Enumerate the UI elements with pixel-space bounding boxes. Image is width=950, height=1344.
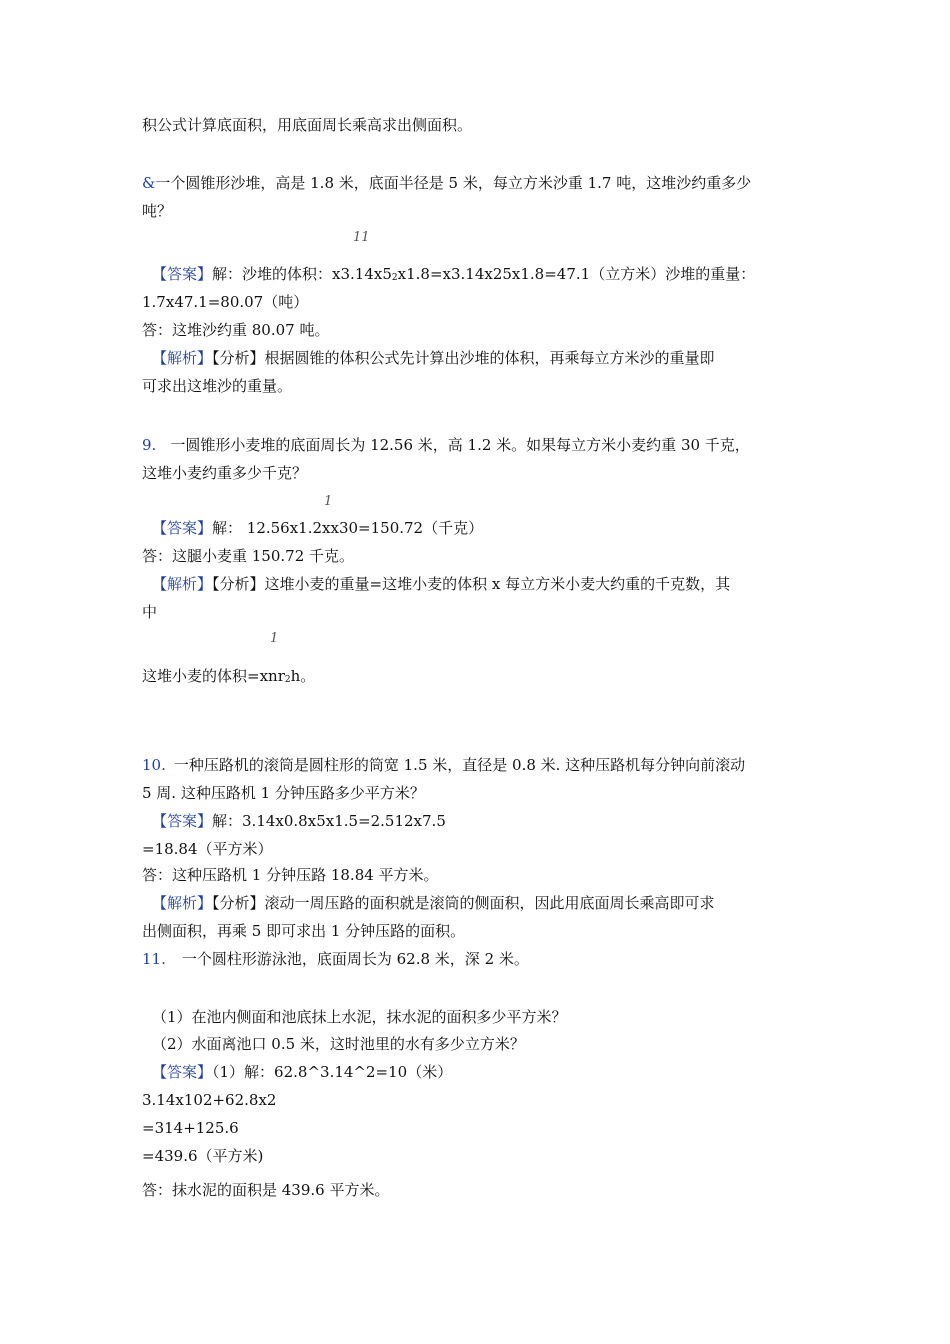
analysis-text: 这堆小麦的体积=xnr <box>142 667 285 685</box>
answer-text: 答：抹水泥的面积是 439.6 平方米。 <box>142 1181 390 1199</box>
analysis-9 <box>152 573 730 595</box>
analysis-10 <box>152 892 715 914</box>
question-10-cont <box>142 782 425 804</box>
answer-text: 解：沙堆的体积：x3.14x5 <box>212 265 392 283</box>
answer-8-line3 <box>142 319 329 341</box>
answer-10-line3 <box>142 864 439 886</box>
fraction-fragment: 11 <box>353 230 370 245</box>
question-number: 9. <box>142 436 157 454</box>
answer-tag: 【答案】 <box>152 265 213 283</box>
analysis-8 <box>152 347 715 369</box>
answer-11-line3 <box>142 1117 239 1139</box>
question-8 <box>142 172 751 194</box>
question-10 <box>142 754 745 776</box>
fraction-fragment: 1 <box>270 631 279 646</box>
answer-8 <box>152 263 755 289</box>
analysis-9-cont <box>142 601 157 623</box>
analysis-text: 【分析】这堆小麦的重量=这堆小麦的体积 x 每立方米小麦大约重的千克数，其 <box>212 575 731 593</box>
analysis-8-cont <box>142 375 292 397</box>
answer-text: 解：3.14x0.8x5x1.5=2.512x7.5 <box>212 812 446 830</box>
analysis-tag: 【解析】 <box>152 349 213 367</box>
text: 积公式计算底面积，用底面周长乘高求出侧面积。 <box>142 116 473 134</box>
analysis-tag: 【解析】 <box>152 575 213 593</box>
answer-9-line2 <box>142 545 354 567</box>
answer-11-line5 <box>142 1179 389 1201</box>
fraction-fragment: 1 <box>324 494 333 509</box>
question-text: 吨？ <box>142 202 173 220</box>
question-text: （1）在池内侧面和池底抹上水泥，抹水泥的面积多少平方米？ <box>152 1008 567 1026</box>
answer-text: （1）解：62.8^3.14^2=10（米） <box>212 1063 453 1081</box>
question-11-part2 <box>152 1033 525 1055</box>
answer-text: 答：这种压路机 1 分钟压路 18.84 平方米。 <box>142 866 439 884</box>
answer-tag: 【答案】 <box>152 1063 213 1081</box>
answer-10-line2 <box>142 838 273 860</box>
answer-tag: 【答案】 <box>152 812 213 830</box>
answer-8-line2 <box>142 291 308 313</box>
analysis-text: 出侧面积，再乘 5 即可求出 1 分钟压路的面积。 <box>142 922 466 940</box>
answer-text: 3.14x102+62.8x2 <box>142 1091 277 1109</box>
question-text: 这堆小麦约重多少千克？ <box>142 464 308 482</box>
question-11-part1 <box>152 1006 567 1028</box>
analysis-9-formula <box>142 665 315 691</box>
question-number: & <box>142 174 156 192</box>
analysis-text: 【分析】根据圆锥的体积公式先计算出沙堆的体积，再乘每立方米沙的重量即 <box>212 349 715 367</box>
question-text: 一圆锥形小麦堆的底面周长为 12.56 米，高 1.2 米。如果每立方米小麦约重 30 千克， <box>170 436 750 454</box>
answer-11-line2 <box>142 1089 276 1111</box>
question-9-cont <box>142 462 307 484</box>
question-number: 11. <box>142 950 166 968</box>
answer-text: 答：这腿小麦重 150.72 千克。 <box>142 547 355 565</box>
answer-text: 1.7x47.1=80.07（吨） <box>142 293 309 311</box>
question-text: 一个圆柱形游泳池，底面周长为 62.8 米，深 2 米。 <box>181 950 529 968</box>
analysis-text: 中 <box>142 603 158 621</box>
paragraph-continuation <box>142 114 472 136</box>
question-text: 一种压路机的滚筒是圆柱形的筒宽 1.5 米，直径是 0.8 米. 这种压路机每分钟向前滚动 <box>173 756 746 774</box>
answer-text: x1.8=x3.14x25x1.8=47.1（立方米）沙堆的重量： <box>397 265 756 283</box>
answer-text: =439.6（平方米) <box>142 1147 264 1165</box>
subscript: 2 <box>284 675 291 685</box>
analysis-10-cont <box>142 920 465 942</box>
analysis-text: 【分析】滚动一周压路的面积就是滚筒的侧面积，因此用底面周长乘高即可求 <box>212 894 715 912</box>
answer-10 <box>152 810 446 832</box>
question-11 <box>142 948 529 970</box>
subscript: 2 <box>391 273 398 283</box>
answer-11 <box>152 1061 452 1083</box>
answer-9 <box>152 517 483 539</box>
question-number: 10. <box>142 756 166 774</box>
analysis-text: h。 <box>290 667 316 685</box>
question-text: 5 周. 这种压路机 1 分钟压路多少平方米？ <box>142 784 425 802</box>
answer-text: 解： 12.56x1.2xx30=150.72（千克） <box>212 519 484 537</box>
answer-text: 答：这堆沙约重 80.07 吨。 <box>142 321 330 339</box>
answer-text: =314+125.6 <box>142 1119 239 1137</box>
answer-11-line4 <box>142 1145 263 1167</box>
question-text: 一个圆锥形沙堆，高是 1.8 米，底面半径是 5 米，每立方米沙重 1.7 吨，这堆沙约重多少 <box>155 174 752 192</box>
question-8-cont <box>142 200 172 222</box>
analysis-text: 可求出这堆沙的重量。 <box>142 377 293 395</box>
answer-text: =18.84（平方米） <box>142 840 273 858</box>
analysis-tag: 【解析】 <box>152 894 213 912</box>
answer-tag: 【答案】 <box>152 519 213 537</box>
question-9 <box>142 434 750 456</box>
question-text: （2）水面离池口 0.5 米，这时池里的水有多少立方米？ <box>152 1035 525 1053</box>
